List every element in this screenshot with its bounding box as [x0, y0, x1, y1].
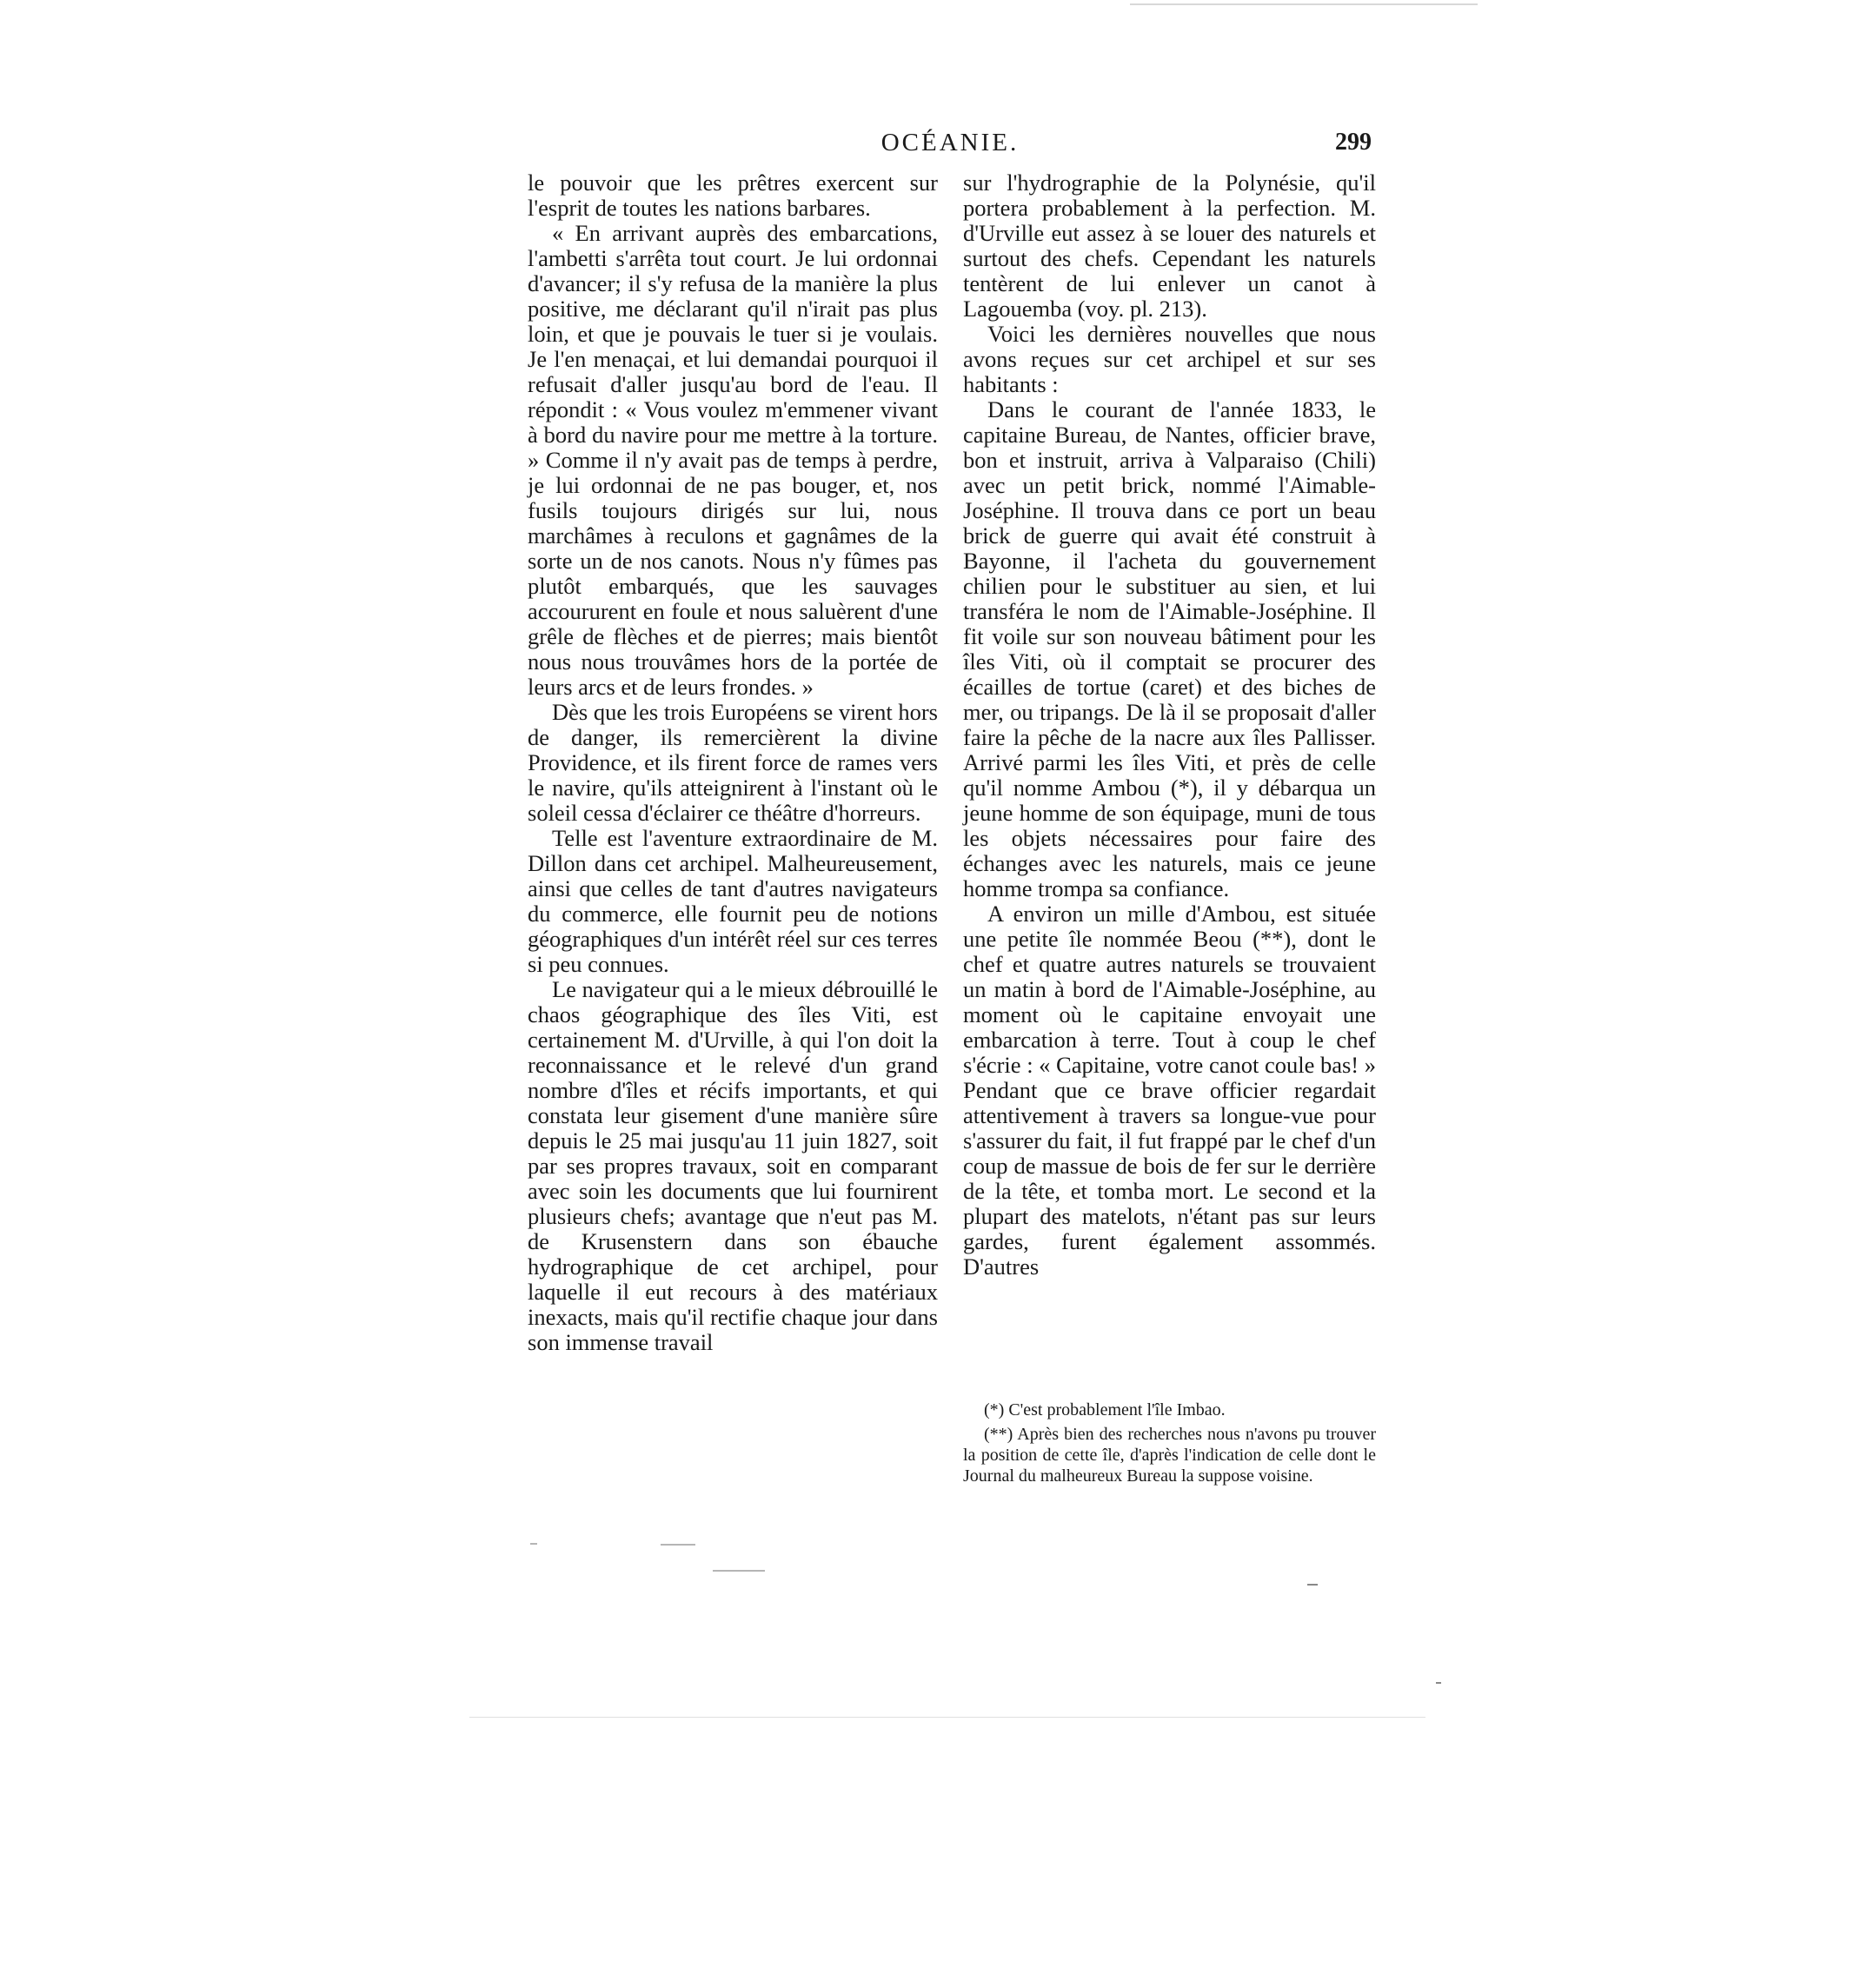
footnotes: [963, 1400, 1376, 1490]
paragraph: A environ un mille d'Ambou, est située une petite île nommée Beou (**), dont le chef et quatre autres naturels se trouvaient un matin à bord de l'Aimable-Joséphine, au moment où le capitaine envoyait une embarcation à terre. Tout à coup le chef s'écrie : « Capitaine, votre canot coule bas! » Pendant que ce brave officier regardait attentivement à travers sa longue-vue pour s'assurer du fait, il fut frappé par le chef d'un coup de massue de bois de fer sur le derrière de la tête, et tomba mort. Le second et la plupart des matelots, n'étant pas sur leurs gardes, furent également assommés. D'autres: [963, 901, 1376, 1280]
paragraph: Dans le courant de l'année 1833, le capitaine Bureau, de Nantes, officier brave, bon et instruit, arriva à Valparaiso (Chili) avec un petit brick, nommé l'Aimable-Joséphine. Il trouva dans ce port un beau brick de guerre qui avait été construit à Bayonne, il l'acheta du gouvernement chilien pour le substituer au sien, et lui transféra le nom de l'Aimable-Joséphine. Il fit voile sur son nouveau bâtiment pour les îles Viti, où il comptait se procurer des écailles de tortue (caret) et des biches de mer, ou tripangs. De là il se proposait d'aller faire la pêche de la nacre aux îles Pallisser. Arrivé parmi les îles Viti, et près de celle qu'il nomme Ambou (*), il y débarqua un jeune homme de son équipage, muni de tous les objets nécessaires pour faire des échanges avec les naturels, mais ce jeune homme trompa sa confiance.: [963, 396, 1376, 901]
footnote: (**) Après bien des recherches nous n'avons pu trouver la position de cette île, d'après l'indication de celle dont le Journal du malheureux Bureau la suppose voisine.: [963, 1425, 1376, 1486]
running-title: OCÉANIE.: [880, 129, 1020, 156]
page-header: [528, 129, 1372, 163]
scan-speck: [1436, 1682, 1441, 1684]
paragraph: le pouvoir que les prêtres exercent sur l'esprit de toutes les nations barbares.: [528, 170, 938, 221]
paragraph: sur l'hydrographie de la Polynésie, qu'il portera probablement à la perfection. M. d'Urville eut assez à se louer des naturels et surtout des chefs. Cependant les naturels tentèrent de lui enlever un canot à Lagouemba (voy. pl. 213).: [963, 170, 1376, 322]
page-number: 299: [1335, 129, 1372, 156]
scan-speck: [1307, 1584, 1318, 1586]
left-text-column: [528, 170, 938, 1355]
paragraph: Telle est l'aventure extraordinaire de M. Dillon dans cet archipel. Malheureusement, ainsi que celles de tant d'autres navigateurs du commerce, elle fournit peu de notions géographiques d'un intérêt réel sur ces terres si peu connues.: [528, 825, 938, 977]
scan-speck: [1130, 3, 1478, 5]
right-text-column: [963, 170, 1376, 1280]
paragraph: Voici les dernières nouvelles que nous avons reçues sur cet archipel et sur ses habitants :: [963, 321, 1376, 397]
footnote: (*) C'est probablement l'île Imbao.: [984, 1400, 1226, 1420]
paragraph: Dès que les trois Européens se virent hors de danger, ils remercièrent la divine Providence, et ils firent force de rames vers le navire, qu'ils atteignirent à l'instant où le soleil cessa d'éclairer ce théâtre d'horreurs.: [528, 699, 938, 826]
scan-speck: [661, 1544, 695, 1546]
paragraph: Le navigateur qui a le mieux débrouillé le chaos géographique des îles Viti, est certainement M. d'Urville, à qui l'on doit la reconnaissance et le relevé d'un grand nombre d'îles et récifs importants, et qui constata leur gisement d'une manière sûre depuis le 25 mai jusqu'au 11 juin 1827, soit par ses propres travaux, soit en comparant avec soin les documents que lui fournirent plusieurs chefs; avantage que n'eut pas M. de Krusenstern dans son ébauche hydrographique de cet archipel, pour laquelle il eut recours à des matériaux inexacts, mais qu'il rectifie chaque jour dans son immense travail: [528, 976, 938, 1355]
scan-speck: [713, 1570, 765, 1572]
paragraph: « En arrivant auprès des embarcations, l'ambetti s'arrêta tout court. Je lui ordonnai d'avancer; il s'y refusa de la manière la plus positive, me déclarant qu'il n'irait pas plus loin, et que je pouvais le tuer si je voulais. Je l'en menaçai, et lui demandai pourquoi il refusait d'aller jusqu'au bord de l'eau. Il répondit : « Vous voulez m'emmener vivant à bord du navire pour me mettre à la torture. » Comme il n'y avait pas de temps à perdre, je lui ordonnai de ne pas bouger, et, nos fusils toujours dirigés sur lui, nous marchâmes à reculons et gagnâmes de la sorte un de nos canots. Nous n'y fûmes pas plutôt embarqués, que les sauvages accoururent en foule et nous saluèrent d'une grêle de flèches et de pierres; mais bientôt nous nous trouvâmes hors de la portée de leurs arcs et de leurs frondes. »: [528, 220, 938, 700]
scan-speck: [469, 1717, 1425, 1718]
scan-speck: [530, 1543, 537, 1545]
